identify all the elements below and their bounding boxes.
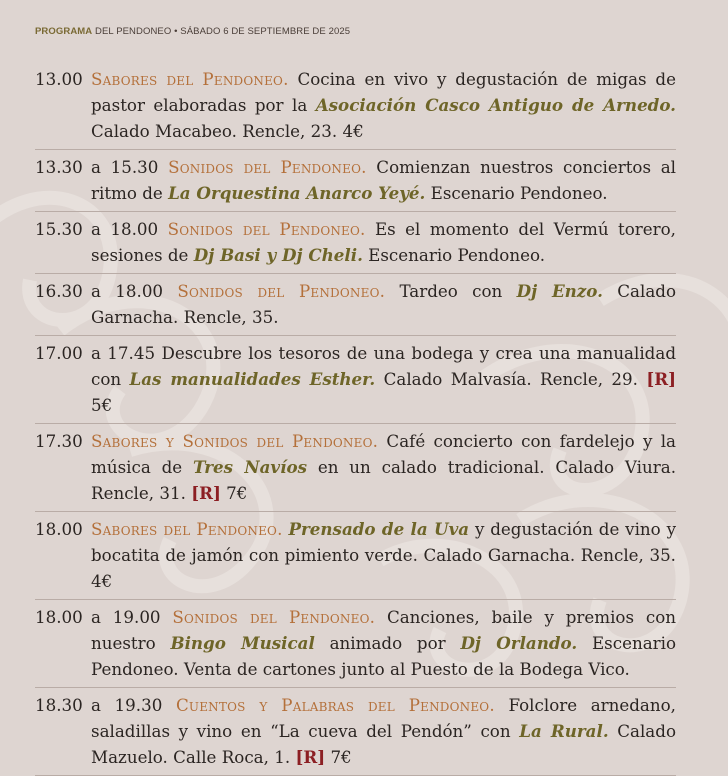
event-category: Cuentos y Palabras del Pendoneo.	[175, 695, 495, 715]
event-description	[91, 219, 676, 265]
event-description	[91, 519, 676, 591]
event-time: 15.30	[35, 219, 83, 239]
event-entry	[35, 512, 676, 600]
event-list	[35, 62, 676, 776]
event-text: Canciones, baile y premios con nuestro	[91, 607, 676, 653]
event-time: 18.00	[35, 607, 83, 627]
event-text: a 18.00	[91, 219, 168, 239]
event-time: 17.00	[35, 343, 83, 363]
header-date-text: DEL PENDONEO • SÁBADO 6 DE SEPTIEMBRE DE 2025	[92, 26, 351, 37]
event-description	[91, 431, 676, 503]
event-text: Calado Macabeo. Rencle, 23. 4€	[91, 121, 364, 141]
performer-name: Bingo Musical	[170, 633, 315, 653]
performer-name: Asociación Casco Antiguo de Arnedo.	[315, 95, 676, 115]
performer-name: Dj Enzo.	[516, 281, 603, 301]
reservation-mark: [R]	[646, 369, 677, 389]
event-description	[91, 69, 676, 141]
event-time: 18.30	[35, 695, 83, 715]
event-text: 7€	[325, 747, 352, 767]
event-description	[91, 281, 676, 327]
performer-name: La Orquestina Anarco Yeyé.	[168, 183, 426, 203]
event-category: Sonidos del Pendoneo.	[172, 607, 376, 627]
event-text: Tardeo con	[385, 281, 517, 301]
performer-name: Prensado de la Uva	[288, 519, 470, 539]
reservation-mark: [R]	[191, 483, 221, 503]
event-text: Cocina en vivo y degustación de migas de pastor elaboradas por la	[91, 69, 676, 115]
event-entry	[35, 600, 676, 688]
event-description	[91, 343, 676, 415]
event-entry	[35, 150, 676, 212]
event-text: a 17.45 Descubre los tesoros de una bodega y crea una manualidad con	[91, 343, 676, 389]
event-text: Calado Garnacha. Rencle, 35.	[91, 281, 676, 327]
header-program-label: PROGRAMA	[35, 26, 93, 37]
event-time: 17.30	[35, 431, 83, 451]
event-category: Sabores y Sonidos del Pendoneo.	[91, 431, 379, 451]
event-text: y degustación de vino y bocatita de jamón con pimiento verde. Calado Garnacha. Rencle, 35. 4€	[91, 519, 676, 591]
event-entry	[35, 336, 676, 424]
event-category: Sonidos del Pendoneo.	[168, 157, 367, 177]
performer-name: Dj Basi y Dj Cheli.	[193, 245, 363, 265]
event-text: a 19.30	[91, 695, 176, 715]
event-entry	[35, 688, 676, 776]
event-time: 16.30	[35, 281, 83, 301]
event-description	[91, 607, 676, 679]
performer-name: La Rural.	[519, 721, 609, 741]
reservation-mark: [R]	[295, 747, 326, 767]
event-text: Comienzan nuestros conciertos al ritmo de	[91, 157, 676, 203]
event-time: 18.00	[35, 519, 83, 539]
page-header	[35, 26, 350, 37]
event-category: Sabores del Pendoneo.	[91, 519, 283, 539]
event-time: 13.30	[35, 157, 83, 177]
event-text: Escenario Pendoneo.	[362, 245, 546, 265]
event-description	[91, 695, 676, 767]
performer-name: Dj Orlando.	[460, 633, 578, 653]
event-text: a 15.30	[91, 157, 169, 177]
event-entry	[35, 62, 676, 150]
event-text: Escenario Pendoneo.	[425, 183, 608, 203]
performer-name: Tres Navíos	[193, 457, 307, 477]
event-text: Calado Malvasía. Rencle, 29.	[375, 369, 647, 389]
event-description	[91, 157, 676, 203]
event-text: en un calado tradicional. Calado Viura. Rencle, 31.	[91, 457, 676, 503]
event-entry	[35, 424, 676, 512]
event-category: Sonidos del Pendoneo.	[167, 219, 366, 239]
performer-name: Las manualidades Esther.	[129, 369, 376, 389]
event-text: Café concierto con fardelejo y la música de	[91, 431, 676, 477]
event-text: Es el momento del Vermú torero, sesiones de	[91, 219, 676, 265]
event-text: Calado Mazuelo. Calle Roca, 1.	[91, 721, 676, 767]
event-text: a 18.00	[91, 281, 178, 301]
event-text: 7€	[220, 483, 248, 503]
event-text: a 19.00	[91, 607, 173, 627]
event-text: Folclore arnedano, saladillas y vino en “La cueva del Pendón” con	[91, 695, 676, 741]
event-text: 5€	[91, 395, 113, 415]
event-entry	[35, 212, 676, 274]
event-category: Sonidos del Pendoneo.	[177, 281, 386, 301]
event-category: Sabores del Pendoneo.	[91, 69, 289, 89]
event-entry	[35, 274, 676, 336]
event-text: Escenario Pendoneo. Venta de cartones junto al Puesto de la Bodega Vico.	[91, 633, 677, 679]
event-time: 13.00	[35, 69, 83, 89]
event-text: animado por	[314, 633, 461, 653]
